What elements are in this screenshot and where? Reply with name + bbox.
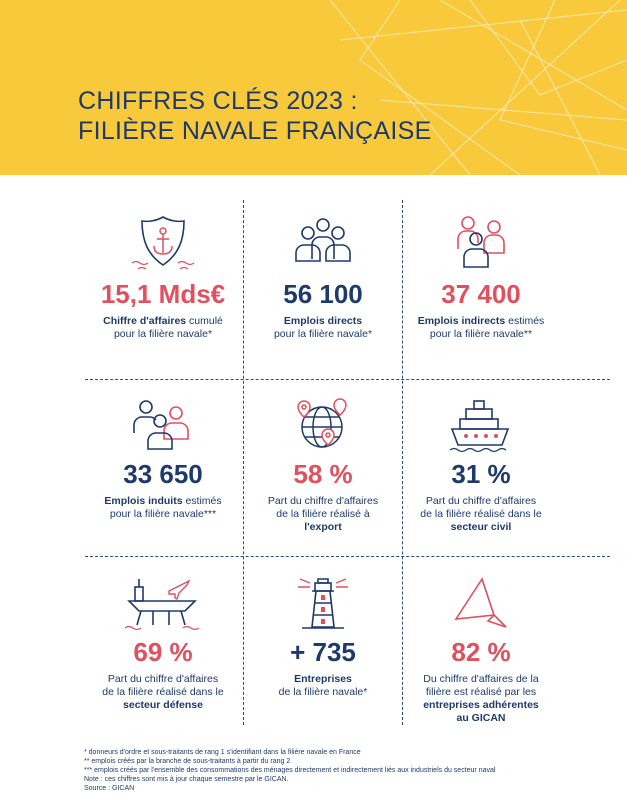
- stat-value: 31 %: [451, 459, 511, 489]
- stat-desc-line: Part du chiffre d'affaires: [267, 495, 379, 507]
- stat-value: + 735: [290, 637, 356, 667]
- stat-value: 33 650: [123, 459, 203, 489]
- stat-card-adherents-gican: [386, 575, 576, 725]
- header-banner: [0, 0, 627, 175]
- people-group-icon: [288, 213, 358, 273]
- stat-desc-line: Part du chiffre d'affaires: [425, 495, 537, 507]
- stat-desc-bold: secteur civil: [450, 521, 512, 533]
- lighthouse-icon: [288, 575, 358, 631]
- stat-desc-bold: Chiffre d'affaires: [103, 315, 187, 327]
- globe-pin-icon: [288, 397, 358, 453]
- stat-description: [386, 495, 576, 534]
- stat-desc-bold: au GICAN: [456, 712, 506, 724]
- people-group-icon: [446, 213, 516, 273]
- stat-desc-line: de la filière réalisé à: [276, 508, 370, 520]
- stat-description: [386, 673, 576, 725]
- stat-value: 56 100: [283, 279, 363, 309]
- sail-icon: [446, 575, 516, 631]
- footnote: ** emplois créés par la branche de sous-traitants à partir du rang 2: [84, 758, 291, 765]
- stat-desc-text: estimés: [182, 495, 222, 507]
- aircraft-carrier-icon: [123, 575, 203, 631]
- stat-desc-line: pour la filière navale*: [273, 328, 373, 340]
- stat-desc-line: pour la filière navale*: [113, 328, 213, 340]
- stat-desc-bold: entreprises adhérentes: [423, 699, 539, 711]
- grid-divider-horizontal: [85, 379, 610, 380]
- stat-description: [386, 315, 576, 341]
- stat-desc-bold: secteur défense: [123, 699, 203, 711]
- stat-card-secteur-civil: [386, 397, 576, 534]
- stat-value: 15,1 Mds€: [100, 279, 226, 309]
- footnote-note: Note : ces chiffres sont mis à jour chaque semestre par le GICAN.: [84, 776, 289, 783]
- stat-desc-line: pour la filière navale***: [109, 508, 217, 520]
- stat-desc-bold: Emplois directs: [283, 315, 363, 327]
- stat-desc-line: de la filière réalisé dans le: [420, 508, 542, 520]
- ship-icon: [446, 397, 516, 453]
- stat-value: 82 %: [451, 637, 511, 667]
- stat-desc-line: de la filière navale*: [278, 686, 368, 698]
- stat-desc-text: cumulé: [186, 315, 223, 327]
- people-group-icon: [128, 397, 198, 453]
- stat-desc-text: estimés: [505, 315, 545, 327]
- footnote: *** emplois créés par l'ensemble des consommations des ménages directement et indirectement liés aux industriels du secteur naval: [84, 767, 496, 774]
- stat-value: 58 %: [293, 459, 353, 489]
- stats-grid: [0, 175, 627, 735]
- footnote: * donneurs d'ordre et sous-traitants de rang 1 s'identifiant dans la filière navale en France: [84, 749, 361, 756]
- stat-value: 69 %: [133, 637, 193, 667]
- stat-card-emplois-indirects: [386, 213, 576, 341]
- stat-desc-bold: Emplois indirects: [417, 315, 506, 327]
- stat-value: 37 400: [441, 279, 521, 309]
- page-title: [78, 86, 432, 146]
- stat-desc-bold: Emplois induits: [104, 495, 183, 507]
- title-line-1: CHIFFRES CLÉS 2023 :: [78, 87, 358, 115]
- stat-desc-line: filière est réalisé par les: [425, 686, 537, 698]
- anchor-shield-icon: [128, 213, 198, 273]
- stat-desc-bold: Entreprises: [294, 673, 352, 685]
- footnote-source: Source : GICAN: [84, 785, 135, 792]
- stat-desc-line: Part du chiffre d'affaires: [107, 673, 219, 685]
- stat-desc-bold: l'export: [304, 521, 342, 533]
- title-line-2: FILIÈRE NAVALE FRANÇAISE: [78, 117, 432, 145]
- stat-desc-line: Du chiffre d'affaires de la: [423, 673, 539, 685]
- stat-desc-line: pour la filière navale**: [429, 328, 533, 340]
- footnotes: [84, 748, 604, 793]
- grid-divider-horizontal: [85, 556, 610, 557]
- stat-desc-line: de la filière réalisé dans le: [102, 686, 224, 698]
